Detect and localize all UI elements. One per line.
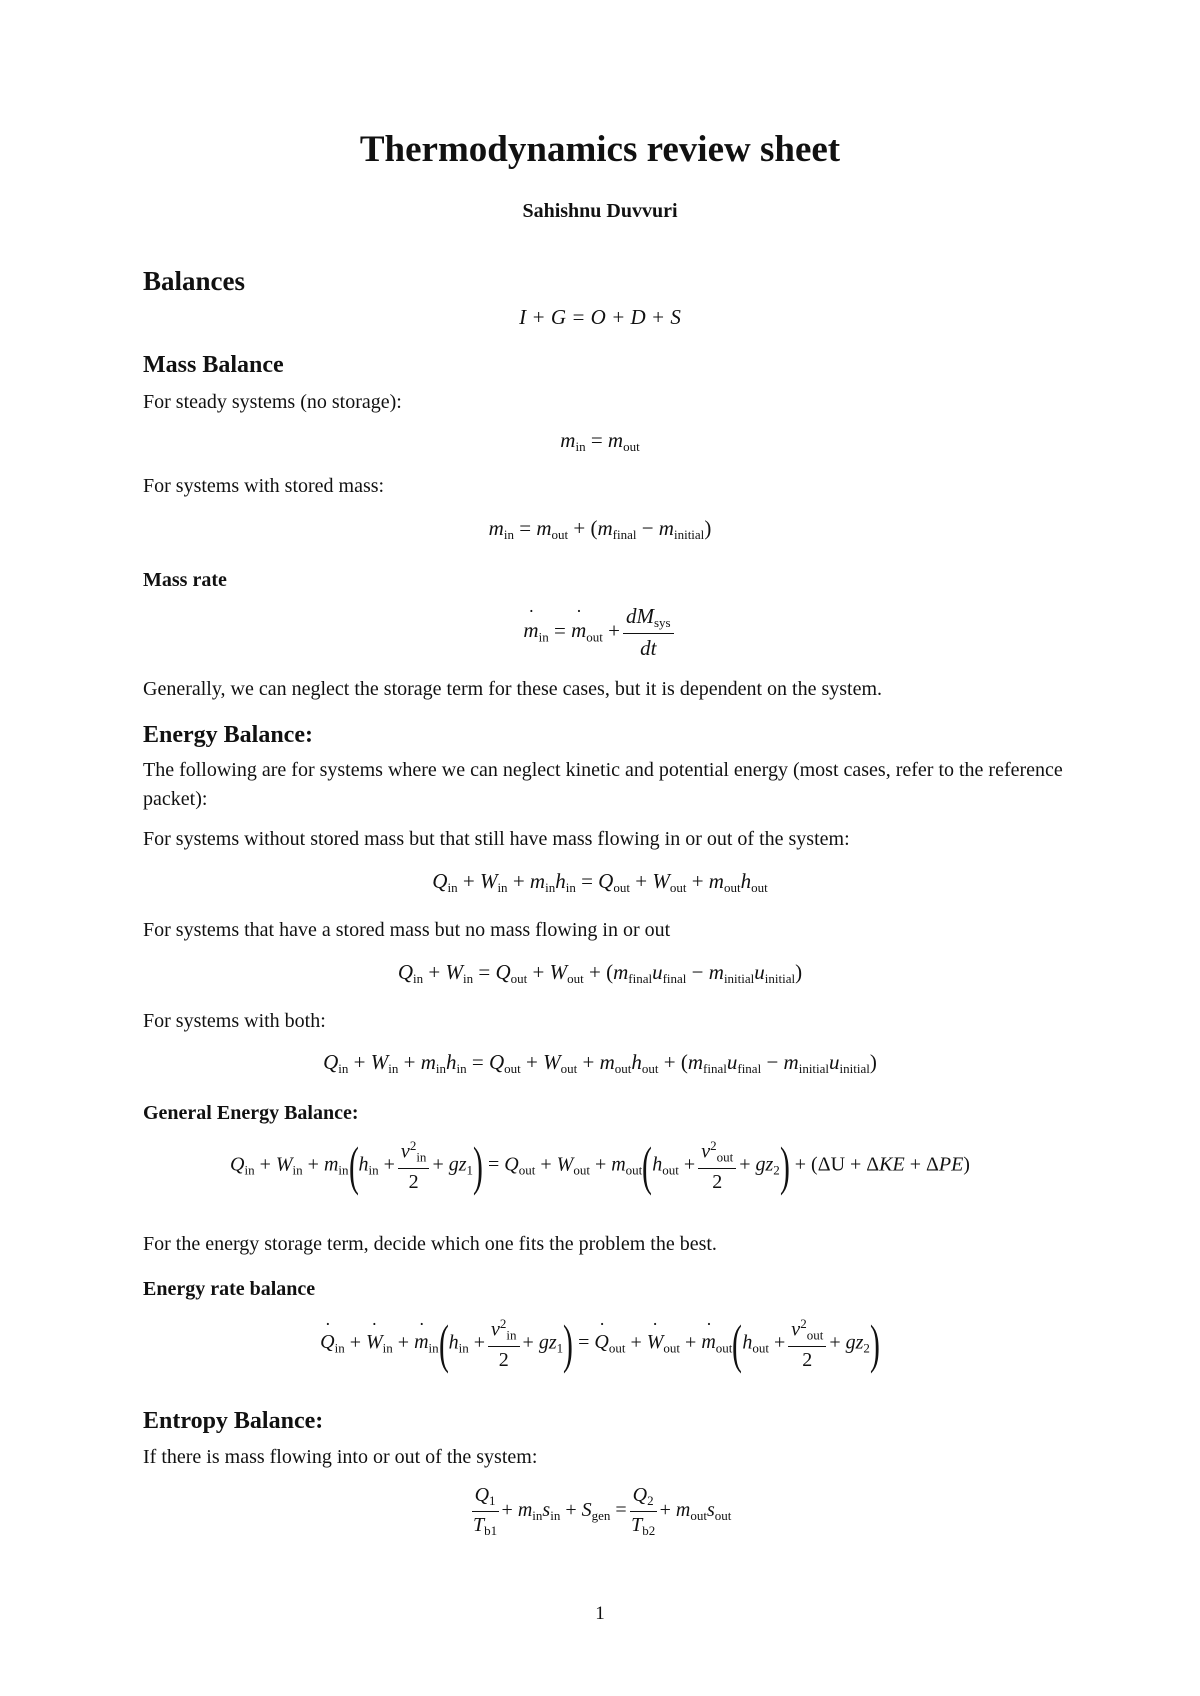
equation-mass-rate: m $˙_{in} = m$ $˙_{out}$ + $\frac{dM_{sys}}{dt}$: [0, 604, 1200, 661]
equation-general-energy: $Q_{in} + W_{in} + m_{in}(h_{in}$ + $\frac{v^2_{in}}{2}$ + $gz_1) = Q_{out} + W_{out} + m_{out}(h_{out}$ + $\frac{v^2_{out}}{2}$ + $gz_2) + (\Delta U + \Delta KE + \Delta PE)$: [230, 1135, 970, 1196]
equation-general-balance: I + G = O + D + S: [519, 305, 681, 329]
equation-energy-rate: Q $˙_{in} + W$ $˙_{in} + m$ $˙_{in}(h_{in}$ + $\frac{v^2_{in}}{2}$ + $gz_1) = Q$ $˙_{out} + W$ $˙_{out} + m$ $˙_{out}(h_{out}$ + $\frac{v^2_{out}}{2}$ + $gz_2$): [0, 1316, 1200, 1372]
energy-without-stored-text: For systems without stored mass but that still have mass flowing in or out of the system:: [143, 828, 850, 850]
subheading-general-energy-balance: General Energy Balance:: [143, 1102, 359, 1124]
subheading-energy-rate-balance: Energy rate balance: [143, 1278, 316, 1300]
page-number: 1: [595, 1603, 605, 1624]
document-title: Thermodynamics review sheet: [359, 129, 841, 170]
section-heading-energy-balance: Energy Balance:: [143, 722, 313, 748]
subheading-mass-rate: Mass rate: [143, 569, 227, 591]
energy-storage-note: For the energy storage term, decide which one fits the problem the best.: [143, 1233, 717, 1255]
equation-mass-stored: $m_{in} = m_{out} + (m_{final} - m_{initial})$: [488, 516, 712, 542]
energy-both-text: For systems with both:: [143, 1010, 326, 1032]
energy-stored-no-flow-text: For systems that have a stored mass but no mass flowing in or out: [143, 919, 671, 941]
equation-entropy: $\frac{Q_1}{T_{b1}}$ + $m_{in}s_{in} + S_{gen}$ = $\frac{Q_2}{T_{b2}}$ + $m_{out}s_{out}$: [473, 1484, 732, 1538]
document-author: Sahishnu Duvvuri: [522, 200, 678, 222]
equation-mass-steady: $m_{in} = m_{out}$: [560, 428, 640, 454]
energy-intro-text: The following are for systems where we can neglect kinetic and potential energy (most cases, refer to the reference packet):: [143, 759, 1063, 810]
equation-energy-stored: $Q_{in} + W_{in} = Q_{out} + W_{out} + (m_{final}u_{final} - m_{initial}u_{initial})$: [397, 960, 803, 986]
equation-energy-flow: $Q_{in} + W_{in} + m_{in}h_{in} = Q_{out} + W_{out} + m_{out}h_{out}$: [432, 869, 768, 895]
equation-energy-both: $Q_{in} + W_{in} + m_{in}h_{in} = Q_{out} + W_{out} + m_{out}h_{out} + (m_{final}u_{final} - m_{initial}u_{initial})$: [323, 1050, 877, 1076]
mass-steady-text: For steady systems (no storage):: [143, 391, 402, 413]
section-heading-entropy-balance: Entropy Balance:: [143, 1408, 324, 1434]
section-heading-balances: Balances: [143, 266, 246, 296]
mass-stored-text: For systems with stored mass:: [143, 475, 385, 497]
mass-note-text: Generally, we can neglect the storage term for these cases, but it is dependent on the system.: [143, 678, 883, 700]
section-heading-mass-balance: Mass Balance: [143, 352, 284, 378]
entropy-flow-text: If there is mass flowing into or out of the system:: [143, 1446, 538, 1468]
